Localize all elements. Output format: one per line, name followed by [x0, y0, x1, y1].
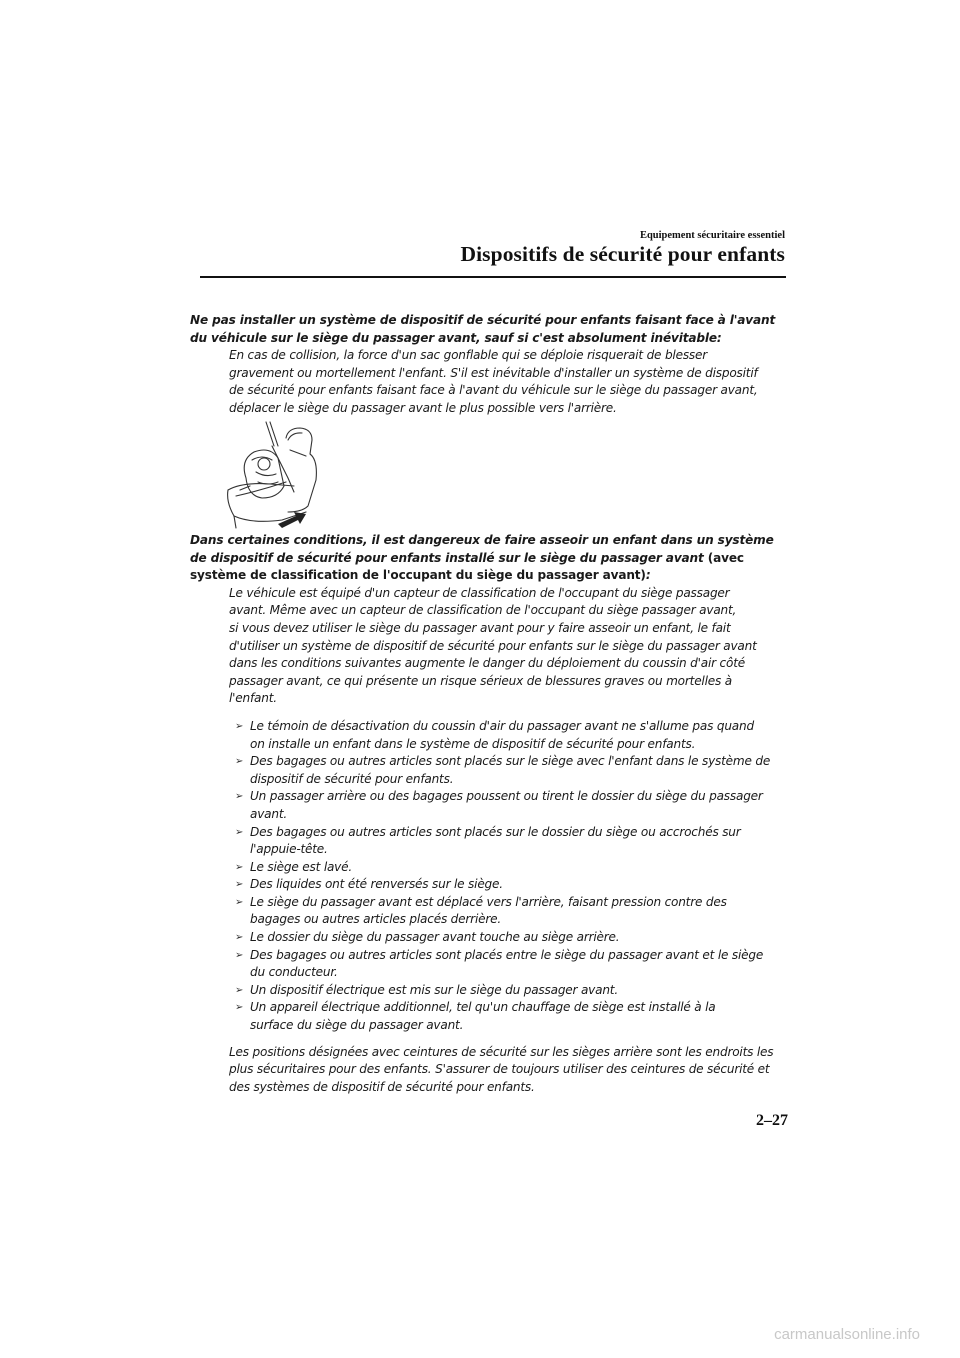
closing-paragraph: Les positions désignées avec ceintures de sécurité sur les sièges arrière sont les endroits les plus sécuritaires pour des enfants. S'assurer de toujours utiliser des ceintures de sécurité et des systèmes de dispositif de sécurité pour enfants.: [229, 1044, 774, 1094]
warning-heading: Ne pas installer un système de dispositif de sécurité pour enfants faisant face à l'avant du véhicule sur le siège du passager avant, sauf si c'est absolument inévitable:: [190, 313, 776, 345]
arrow-bullet-icon: ➢: [235, 949, 244, 961]
section-name: Equipement sécuritaire essentiel: [639, 230, 785, 241]
warning-body: En cas de collision, la force d'un sac gonflable qui se déploie risquerait de blesser gravement ou mortellement l'enfant. S'il est inévitable d'installer un système de dispositif de sécurité pour enfants faisant face à l'avant du véhicule sur le siège du passager avant, déplacer le siège du passager avant le plus possible vers l'arrière.: [229, 348, 758, 415]
list-item: ➢ Des bagages ou autres articles sont placés sur le dossier du siège ou accrochés sur l'appuie-tête.: [235, 824, 741, 857]
arrow-bullet-icon: ➢: [235, 861, 244, 873]
list-item: ➢ Des bagages ou autres articles sont placés sur le siège avec l'enfant dans le système de dispositif de sécurité pour enfants.: [235, 754, 771, 786]
header-divider: [200, 276, 786, 278]
list-item: ➢ Des liquides ont été renversés sur le siège.: [235, 876, 790, 894]
list-item: ➢ Le siège est lavé.: [235, 859, 790, 877]
page-title: Dispositifs de sécurité pour enfants: [460, 242, 785, 266]
warning-front-facing: [190, 312, 790, 418]
list-item: ➢ Le dossier du siège du passager avant touche au siège arrière.: [235, 929, 790, 947]
arrow-bullet-icon: ➢: [235, 896, 244, 908]
list-item: ➢ Un appareil électrique additionnel, tel qu'un chauffage de siège est installé à la surface du siège du passager avant.: [235, 1000, 716, 1033]
list-item: ➢ Un passager arrière ou des bagages poussent ou tirent le dossier du siège du passager avant.: [235, 789, 763, 821]
warning-heading: Dans certaines conditions, il est dangereux de faire asseoir un enfant dans un système de dispositif de sécurité pour enfants installé sur le siège du passager avant (avec système de classification de l'occupant du siège du passager avant):: [190, 533, 774, 583]
arrow-bullet-icon: ➢: [235, 756, 244, 768]
watermark: carmanualsonline.info: [774, 1326, 920, 1343]
arrow-bullet-icon: ➢: [235, 720, 244, 732]
arrow-bullet-icon: ➢: [235, 826, 244, 838]
list-item: ➢ Le témoin de désactivation du coussin d'air du passager avant ne s'allume pas quand on installe un enfant dans le système de dispositif de sécurité pour enfants.: [235, 718, 754, 751]
arrow-bullet-icon: ➢: [235, 791, 244, 803]
arrow-bullet-icon: ➢: [235, 932, 244, 944]
list-item: ➢ Des bagages ou autres articles sont placés entre le siège du passager avant et le siège du conducteur.: [235, 947, 764, 980]
arrow-bullet-icon: ➢: [235, 879, 244, 891]
list-item: ➢ Un dispositif électrique est mis sur le siège du passager avant.: [235, 982, 790, 1000]
warning-classification-sensor: [190, 532, 790, 1096]
condition-list: [190, 718, 790, 1035]
page-number: 2–27: [756, 1112, 788, 1129]
arrow-bullet-icon: ➢: [235, 1002, 244, 1014]
arrow-bullet-icon: ➢: [235, 984, 244, 996]
list-item: ➢ Le siège du passager avant est déplacé vers l'arrière, faisant pression contre des bagages ou autres articles placés derrière.: [235, 894, 727, 927]
warning-body: Le véhicule est équipé d'un capteur de classification de l'occupant du siège passager avant. Même avec un capteur de classification de l'occupant du siège passager avant, si vous devez utiliser le siège du passager avant pour y faire asseoir un enfant, le fait d'utiliser un système de dispositif de sécurité pour enfants sur le siège du passager avant dans les conditions suivantes augmente le danger du déploiement du coussin d'air côté passager avant, ce qui présente un risque sérieux de blessures graves ou mortelles à l'enfant.: [229, 585, 757, 706]
child-seat-illustration: [222, 420, 318, 530]
